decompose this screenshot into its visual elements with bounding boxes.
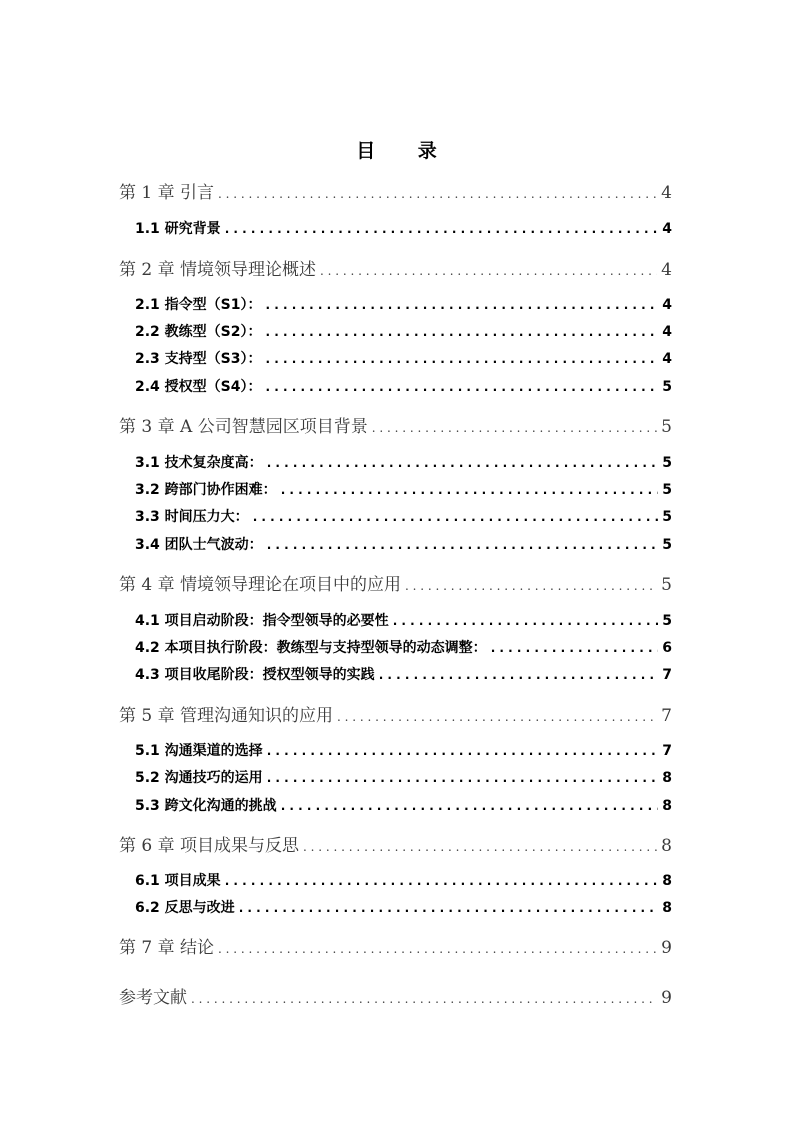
entry-label: 第 5 章 管理沟通知识的应用: [119, 706, 334, 726]
entry-label: 4.3 项目收尾阶段：授权型领导的实践: [135, 667, 375, 683]
entry-label: 第 1 章 引言: [119, 183, 215, 203]
dot-leader: [281, 798, 659, 814]
entry-page-number: 7: [662, 743, 672, 759]
entry-label: 3.1 技术复杂度高：: [135, 455, 263, 471]
dot-leader: [239, 900, 659, 916]
entry-page-number: 5: [662, 537, 672, 553]
toc-section-entry[interactable]: [135, 795, 672, 815]
entry-page-number: 4: [661, 260, 672, 280]
toc-section-entry[interactable]: [135, 664, 672, 684]
entry-page-number: 5: [662, 509, 672, 525]
entry-label: 2.2 教练型（S2）：: [135, 324, 262, 340]
entry-page-number: 4: [662, 221, 672, 237]
entry-page-number: 6: [662, 640, 672, 656]
dot-leader: [267, 743, 659, 759]
dot-leader: [405, 575, 657, 595]
entry-page-number: 5: [662, 379, 672, 395]
entry-label: 第 6 章 项目成果与反思: [119, 836, 300, 856]
toc-section-entry[interactable]: [135, 479, 672, 499]
dot-leader: [267, 455, 659, 471]
dot-leader: [372, 417, 657, 437]
toc-section-entry[interactable]: [135, 610, 672, 630]
entry-label: 6.2 反思与改进: [135, 900, 235, 916]
toc-section-entry[interactable]: [135, 637, 672, 657]
entry-label: 第 2 章 情境领导理论概述: [119, 260, 317, 280]
toc-section-entry[interactable]: [135, 506, 672, 526]
entry-page-number: 9: [661, 938, 672, 958]
dot-leader: [320, 260, 657, 280]
toc-chapter-entry[interactable]: [119, 701, 672, 726]
entry-page-number: 4: [662, 351, 672, 367]
dot-leader: [225, 873, 659, 889]
dot-leader: [491, 640, 659, 656]
toc-section-entry[interactable]: [135, 452, 672, 472]
entry-page-number: 8: [662, 873, 672, 889]
toc-chapter-entry[interactable]: [119, 983, 672, 1008]
entry-label: 3.3 时间压力大：: [135, 509, 249, 525]
entry-label: 5.1 沟通渠道的选择: [135, 743, 263, 759]
entry-label: 2.3 支持型（S3）：: [135, 351, 262, 367]
dot-leader: [267, 770, 659, 786]
entry-label: 参考文献: [119, 988, 187, 1008]
toc-section-entry[interactable]: [135, 218, 672, 238]
entry-page-number: 8: [662, 770, 672, 786]
toc-chapter-entry[interactable]: [119, 255, 672, 280]
dot-leader: [191, 988, 657, 1008]
toc-section-entry[interactable]: [135, 740, 672, 760]
entry-page-number: 5: [661, 575, 672, 595]
toc-chapter-entry[interactable]: [119, 831, 672, 856]
toc-section-entry[interactable]: [135, 870, 672, 890]
dot-leader: [266, 379, 659, 395]
dot-leader: [266, 351, 659, 367]
dot-leader: [253, 509, 659, 525]
entry-label: 4.1 项目启动阶段：指令型领导的必要性: [135, 613, 389, 629]
toc-chapter-entry[interactable]: [119, 933, 672, 958]
entry-page-number: 7: [661, 706, 672, 726]
toc-chapter-entry[interactable]: [119, 412, 672, 437]
entry-label: 4.2 本项目执行阶段：教练型与支持型领导的动态调整：: [135, 640, 487, 656]
entry-page-number: 5: [662, 455, 672, 471]
entry-page-number: 8: [661, 836, 672, 856]
entry-label: 3.2 跨部门协作困难：: [135, 482, 277, 498]
dot-leader: [379, 667, 659, 683]
dot-leader: [337, 706, 657, 726]
toc-title: 目 录: [356, 140, 455, 162]
entry-page-number: 5: [662, 482, 672, 498]
toc-section-entry[interactable]: [135, 534, 672, 554]
entry-label: 1.1 研究背景: [135, 221, 221, 237]
dot-leader: [225, 221, 659, 237]
entry-label: 第 4 章 情境领导理论在项目中的应用: [119, 575, 402, 595]
entry-label: 2.1 指令型（S1）：: [135, 297, 262, 313]
toc-chapter-entry[interactable]: [119, 178, 672, 203]
entry-label: 第 7 章 结论: [119, 938, 215, 958]
entry-label: 6.1 项目成果: [135, 873, 221, 889]
entry-page-number: 8: [662, 798, 672, 814]
toc-chapter-entry[interactable]: [119, 570, 672, 595]
entry-page-number: 5: [662, 613, 672, 629]
toc-section-entry[interactable]: [135, 376, 672, 396]
dot-leader: [281, 482, 659, 498]
toc-section-entry[interactable]: [135, 897, 672, 917]
dot-leader: [266, 297, 659, 313]
entry-page-number: 8: [662, 900, 672, 916]
entry-label: 2.4 授权型（S4）：: [135, 379, 262, 395]
entry-label: 5.2 沟通技巧的运用: [135, 770, 263, 786]
entry-label: 第 3 章 A 公司智慧园区项目背景: [119, 417, 368, 437]
dot-leader: [266, 324, 659, 340]
entry-page-number: 4: [662, 297, 672, 313]
entry-page-number: 4: [662, 324, 672, 340]
dot-leader: [218, 938, 657, 958]
entry-label: 5.3 跨文化沟通的挑战: [135, 798, 277, 814]
toc-section-entry[interactable]: [135, 294, 672, 314]
entry-page-number: 5: [661, 417, 672, 437]
dot-leader: [303, 836, 657, 856]
entry-page-number: 9: [661, 988, 672, 1008]
dot-leader: [267, 537, 659, 553]
dot-leader: [218, 183, 657, 203]
toc-section-entry[interactable]: [135, 321, 672, 341]
entry-page-number: 4: [661, 183, 672, 203]
entry-page-number: 7: [662, 667, 672, 683]
toc-section-entry[interactable]: [135, 348, 672, 368]
dot-leader: [393, 613, 659, 629]
entry-label: 3.4 团队士气波动：: [135, 537, 263, 553]
toc-section-entry[interactable]: [135, 767, 672, 787]
